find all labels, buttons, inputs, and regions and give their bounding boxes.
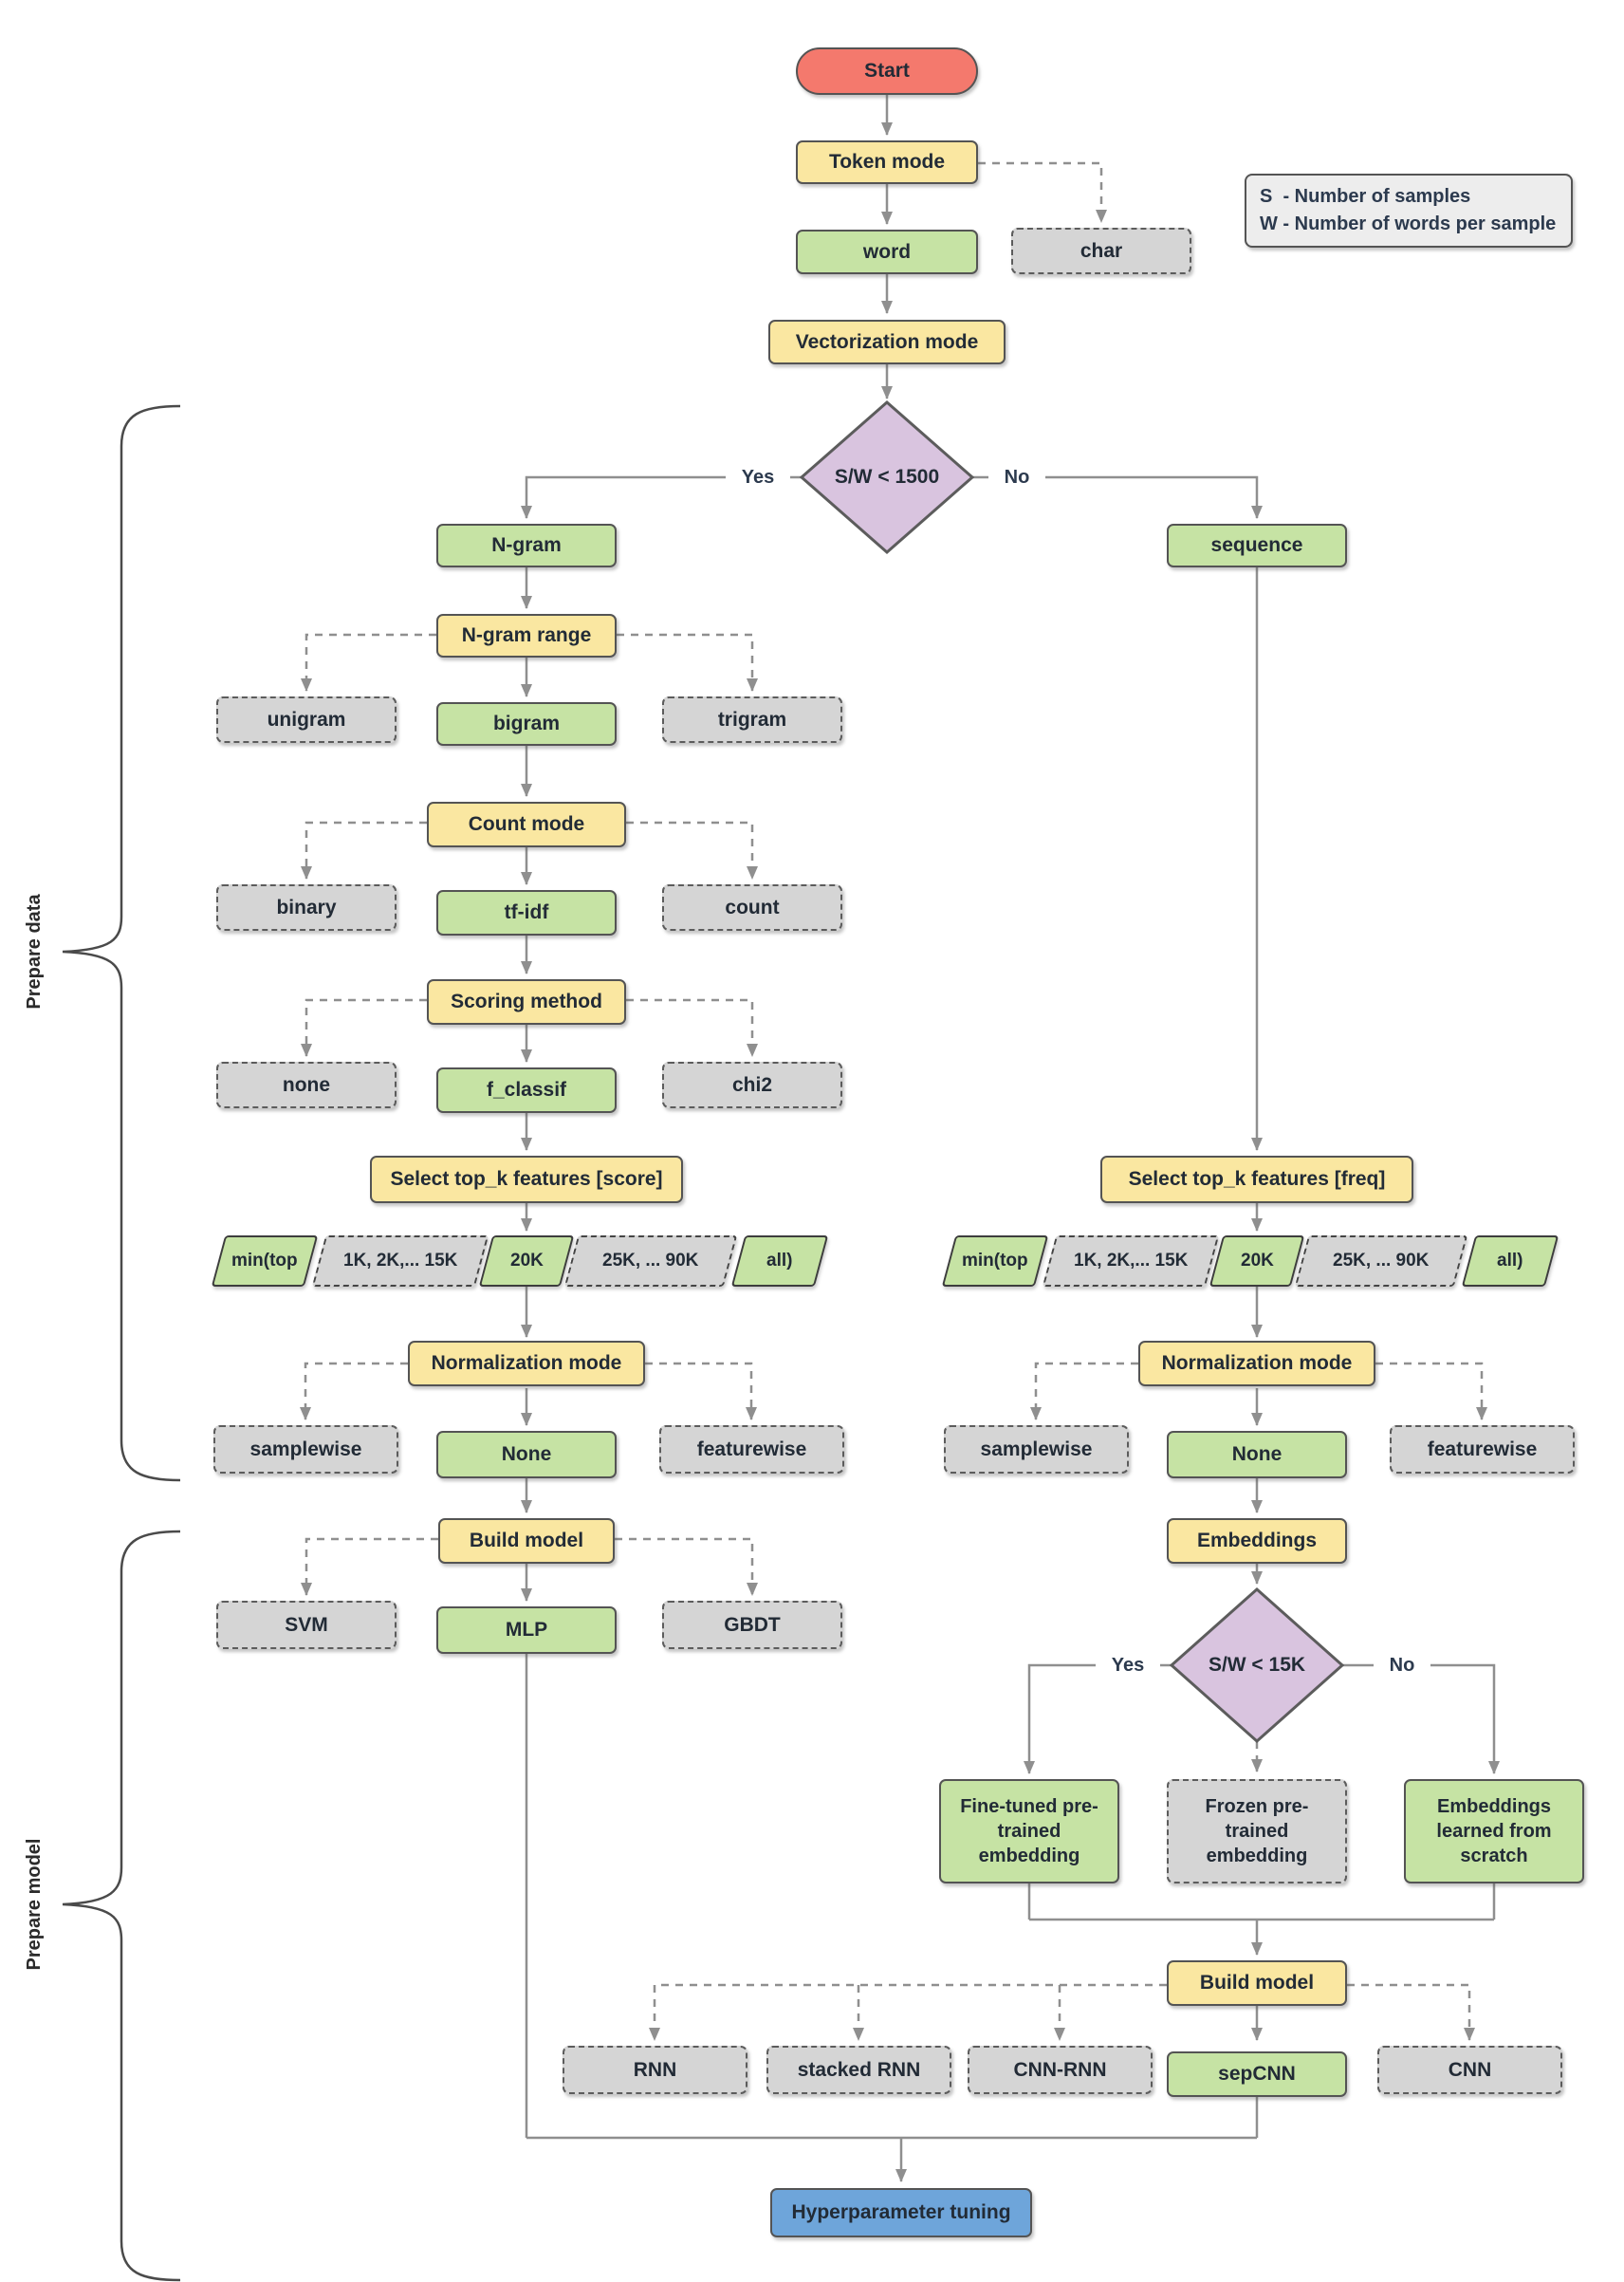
edge-normalization-samplewise bbox=[305, 1364, 408, 1419]
node-none-norm-left: None bbox=[436, 1431, 617, 1478]
node-svm: SVM bbox=[216, 1601, 397, 1649]
node-tf-idf: tf-idf bbox=[436, 890, 617, 936]
node-normalization-mode-left: Normalization mode bbox=[408, 1341, 645, 1386]
edge-normalization-featurewise bbox=[645, 1364, 751, 1419]
node-char: char bbox=[1011, 228, 1191, 274]
node-bigram: bigram bbox=[436, 702, 617, 746]
par-25k-90k-left: 25K, ... 90K bbox=[564, 1235, 737, 1287]
edge-label-yes-2: Yes bbox=[1096, 1652, 1160, 1679]
edge-token-char bbox=[978, 163, 1101, 222]
decision-sw-1500-label: S/W < 1500 bbox=[834, 466, 940, 488]
node-ngram-range: N-gram range bbox=[436, 614, 617, 658]
node-unigram: unigram bbox=[216, 696, 397, 743]
node-select-topk-freq: Select top_k features [freq] bbox=[1100, 1156, 1413, 1203]
node-cnn-rnn: CNN-RNN bbox=[968, 2046, 1153, 2094]
node-count: count bbox=[662, 884, 842, 931]
node-rnn: RNN bbox=[563, 2046, 747, 2094]
node-scoring-method: Scoring method bbox=[427, 979, 626, 1025]
edge-normalization-samplewise-right bbox=[1036, 1364, 1138, 1419]
node-binary: binary bbox=[216, 884, 397, 931]
node-vectorization-mode: Vectorization mode bbox=[768, 320, 1006, 364]
par-all-right: all) bbox=[1462, 1235, 1559, 1287]
node-embeddings: Embeddings bbox=[1167, 1518, 1347, 1564]
node-trigram: trigram bbox=[662, 696, 842, 743]
node-count-mode: Count mode bbox=[427, 802, 626, 847]
edge-decision2-yes-finetuned bbox=[1029, 1665, 1172, 1773]
node-fine-tuned-embedding: Fine-tuned pre-trained embedding bbox=[939, 1779, 1119, 1883]
par-min-top-right: min(top bbox=[942, 1235, 1048, 1287]
node-samplewise-right: samplewise bbox=[944, 1425, 1129, 1474]
node-build-model-left: Build model bbox=[438, 1518, 615, 1564]
node-featurewise-left: featurewise bbox=[659, 1425, 844, 1474]
legend bbox=[1245, 174, 1573, 248]
edge-scoring-chi2 bbox=[626, 1000, 752, 1056]
node-token-mode: Token mode bbox=[796, 140, 978, 184]
section-label-prepare-model: Prepare model bbox=[23, 1838, 45, 1971]
node-stacked-rnn: stacked RNN bbox=[766, 2046, 951, 2094]
par-1k-15k-right: 1K, 2K,... 15K bbox=[1043, 1235, 1219, 1287]
node-f-classif: f_classif bbox=[436, 1067, 617, 1113]
node-select-topk-score: Select top_k features [score] bbox=[370, 1156, 683, 1203]
edge-countmode-count bbox=[626, 823, 752, 879]
node-scratch-embedding: Embeddings learned from scratch bbox=[1404, 1779, 1584, 1883]
node-cnn: CNN bbox=[1377, 2046, 1562, 2094]
node-samplewise-left: samplewise bbox=[213, 1425, 398, 1474]
node-ngram: N-gram bbox=[436, 524, 617, 567]
edge-decision2-no-scratch bbox=[1342, 1665, 1494, 1773]
par-25k-90k-right: 25K, ... 90K bbox=[1295, 1235, 1467, 1287]
par-all-left: all) bbox=[731, 1235, 828, 1287]
node-chi2: chi2 bbox=[662, 1062, 842, 1108]
edge-scoring-none bbox=[306, 1000, 427, 1056]
edge-countmode-binary bbox=[306, 823, 427, 879]
node-hyperparameter-tuning: Hyperparameter tuning bbox=[770, 2188, 1032, 2237]
edge-buildmodel-gbdt bbox=[615, 1539, 752, 1595]
par-20k-left: 20K bbox=[479, 1235, 574, 1287]
edge-ngramrange-trigram bbox=[617, 635, 752, 691]
edge-buildmodel2-cnn bbox=[1347, 1985, 1469, 2040]
legend-line-samples: S - Number of samples bbox=[1260, 186, 1471, 207]
decision-sw-15k-label: S/W < 15K bbox=[1208, 1654, 1306, 1676]
section-label-prepare-data: Prepare data bbox=[23, 894, 45, 1010]
par-1k-15k-left: 1K, 2K,... 15K bbox=[312, 1235, 489, 1287]
edge-buildmodel-svm bbox=[306, 1539, 438, 1595]
prepare-data-brace bbox=[63, 406, 180, 1480]
node-none-norm-right: None bbox=[1167, 1431, 1347, 1478]
node-frozen-embedding: Frozen pre-trained embedding bbox=[1167, 1779, 1347, 1883]
edge-ngramrange-unigram bbox=[306, 635, 436, 691]
node-sequence: sequence bbox=[1167, 524, 1347, 567]
node-sepcnn: sepCNN bbox=[1167, 2051, 1347, 2097]
node-word: word bbox=[796, 230, 978, 274]
legend-line-words: W - Number of words per sample bbox=[1260, 213, 1557, 234]
edge-label-no-1: No bbox=[988, 464, 1045, 491]
node-normalization-mode-right: Normalization mode bbox=[1138, 1341, 1375, 1386]
node-start: Start bbox=[796, 47, 978, 95]
par-20k-right: 20K bbox=[1209, 1235, 1304, 1287]
node-mlp: MLP bbox=[436, 1606, 617, 1654]
node-gbdt: GBDT bbox=[662, 1601, 842, 1649]
node-build-model-right: Build model bbox=[1167, 1960, 1347, 2006]
node-none-scoring: none bbox=[216, 1062, 397, 1108]
edge-buildmodel2-rnn bbox=[655, 1985, 1167, 2040]
edge-label-yes-1: Yes bbox=[726, 464, 790, 491]
par-min-top-left: min(top bbox=[212, 1235, 318, 1287]
edge-label-no-2: No bbox=[1374, 1652, 1430, 1679]
prepare-model-brace bbox=[63, 1531, 180, 2280]
edge-normalization-featurewise-right bbox=[1375, 1364, 1482, 1419]
node-featurewise-right: featurewise bbox=[1390, 1425, 1575, 1474]
